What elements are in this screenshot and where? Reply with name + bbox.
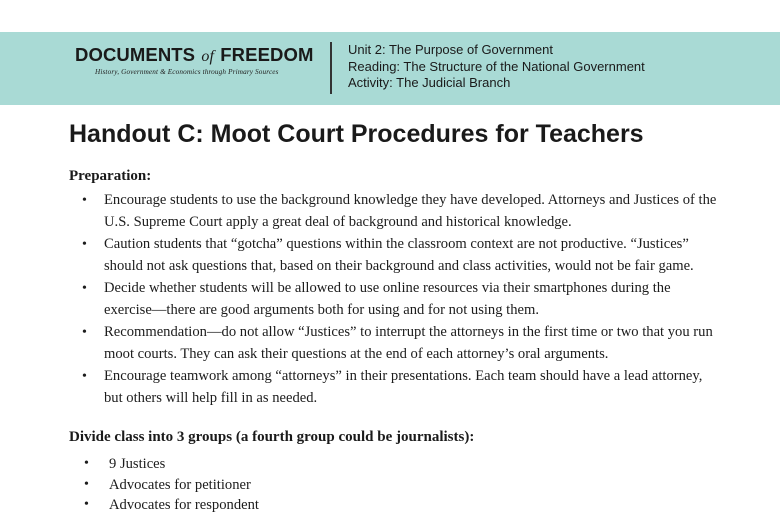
list-item: • Advocates for petitioner (84, 476, 251, 493)
list-item: • Encourage teamwork among “attorneys” in their presentations. Each team should have a lead attorney, but others will help fill in as needed. (82, 368, 703, 406)
preparation-list (69, 190, 719, 410)
page-title: Handout C: Moot Court Procedures for Teachers (69, 120, 644, 148)
bullet-icon: • (82, 281, 87, 296)
bullet-icon: • (84, 497, 89, 512)
documents-of-freedom-logo (75, 44, 320, 76)
header-divider (330, 42, 332, 94)
bullet-icon: • (82, 369, 87, 384)
brand-title: DOCUMENTS of FREEDOM (75, 44, 314, 65)
groups-list (69, 454, 719, 516)
list-item: • Advocates for respondent (84, 497, 259, 513)
list-item: • 9 Justices (84, 456, 166, 472)
list-item: • Decide whether students will be allowed to use online resources via their smartphones during the exercise—there are good arguments both for using and for not using them. (82, 280, 671, 318)
groups-heading: Divide class into 3 groups (a fourth group could be journalists): (69, 429, 475, 445)
bullet-icon: • (84, 476, 89, 492)
activity-label: Activity: The Judicial Branch (348, 75, 511, 90)
bullet-icon: • (82, 237, 87, 252)
list-item: • Recommendation—do not allow “Justices” to interrupt the attorneys in the first time or two that you run moot courts. They can ask their questions at the end of each attorney’s oral arguments. (82, 324, 713, 362)
bullet-icon: • (82, 325, 87, 340)
list-item: • Caution students that “gotcha” questions within the classroom context are not productive. “Justices” should not ask questions that, based on their background and class activities, would not be fair game. (82, 236, 694, 274)
header-band (0, 32, 780, 105)
list-item: • Encourage students to use the background knowledge they have developed. Attorneys and Justices of the U.S. Supreme Court apply a great deal of background and historical knowledge. (82, 192, 717, 230)
bullet-icon: • (84, 456, 89, 471)
preparation-heading: Preparation: (69, 168, 152, 184)
unit-label: Unit 2: The Purpose of Government (348, 42, 553, 57)
brand-subtitle: History, Government & Economics through Primary Sources (95, 68, 279, 76)
unit-info (348, 42, 645, 92)
bullet-icon: • (82, 193, 87, 208)
reading-label: Reading: The Structure of the National Government (348, 58, 645, 74)
